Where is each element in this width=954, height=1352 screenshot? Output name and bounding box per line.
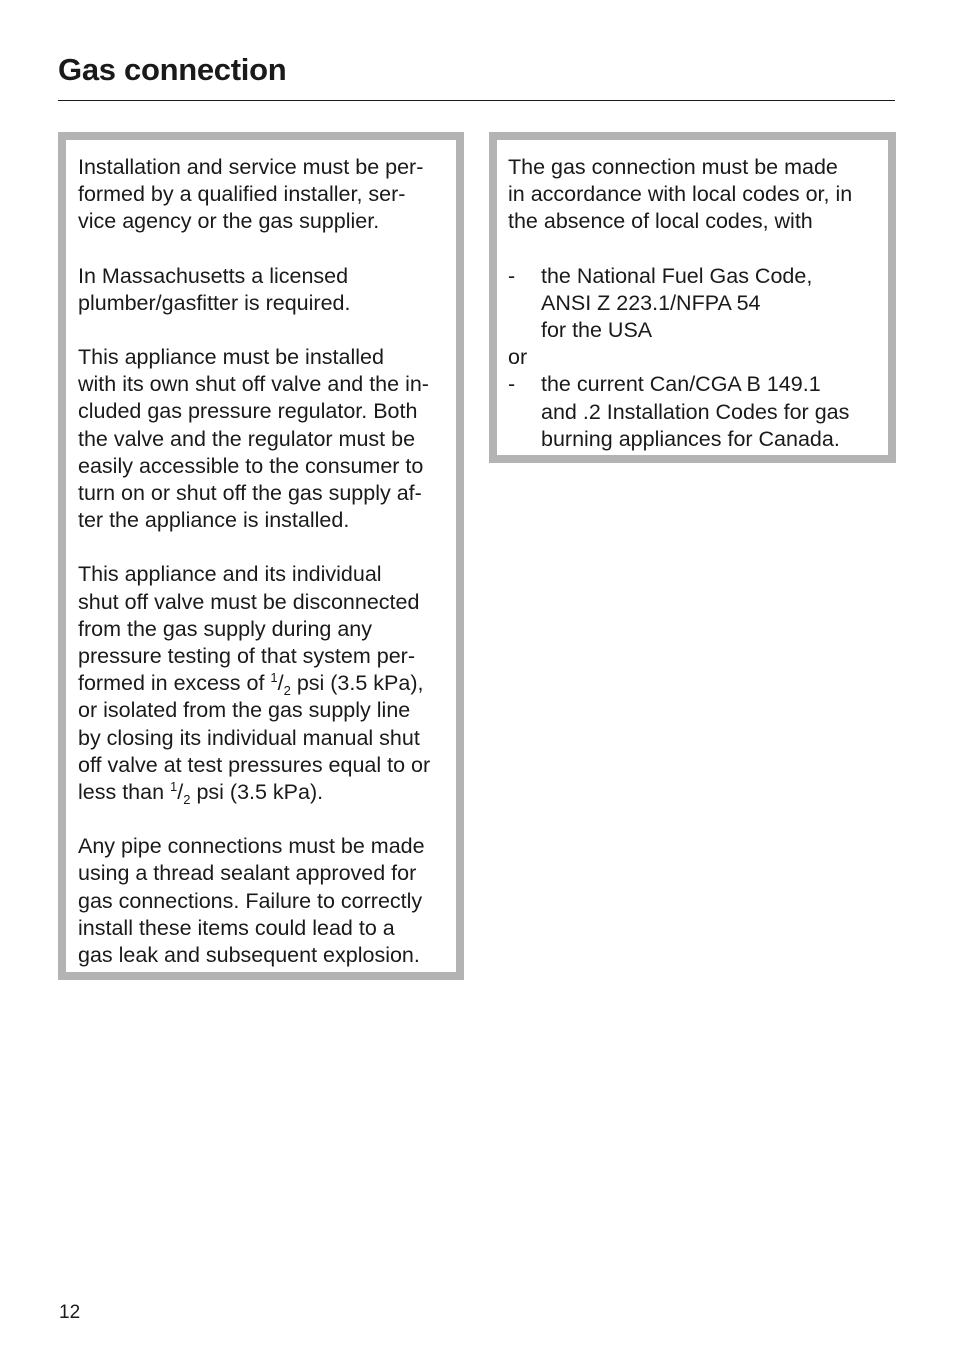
pressure-testing-text-3: psi (3.5 kPa). — [190, 780, 324, 805]
page-number: 12 — [59, 1302, 81, 1323]
pressure-testing-paragraph — [78, 561, 452, 806]
usa-code-text: the National Fuel Gas Code, ANSI Z 223.1/NFPA 54 for the USA — [541, 263, 813, 343]
massachusetts-paragraph: In Massachusetts a licensed plumber/gasfitter is required. — [78, 263, 351, 315]
fraction-slash: / — [177, 780, 184, 805]
canada-code-list-item — [508, 371, 884, 453]
fraction-numerator: 1 — [270, 670, 278, 686]
page-title: Gas connection — [58, 52, 287, 87]
usa-code-list-item — [508, 263, 884, 345]
pipe-connections-paragraph: Any pipe connections must be made using a thread sealant approved for gas connections. Failure to correctly install these items could lead to a gas leak and subsequent explosion. — [78, 834, 425, 968]
installation-requirements-box — [58, 132, 464, 980]
codes-box — [489, 132, 896, 463]
fraction-slash: / — [277, 671, 284, 696]
fraction-numerator: 1 — [170, 779, 178, 795]
codes-intro-paragraph: The gas connection must be made in accordance with local codes or, in the absence of local codes, with — [508, 155, 853, 234]
canada-code-text: the current Can/CGA B 149.1 and .2 Installation Codes for gas burning appliances for Canada. — [541, 372, 850, 451]
fraction-denominator: 2 — [183, 792, 191, 808]
fraction-denominator: 2 — [283, 683, 291, 699]
shut-off-valve-paragraph: This appliance must be installed with its own shut off valve and the in- cluded gas pressure regulator. Both the valve and the regulator must be easily accessible to the consumer to turn on or shut off the gas supply af- ter the appliance is installed. — [78, 345, 429, 533]
pressure-testing-text-1: This appliance and its individual shut off valve must be disconnected from the gas supply during any pressure testing of that system per- formed in excess of — [78, 562, 420, 696]
list-dash: - — [508, 263, 516, 288]
pressure-testing-text-2: psi (3.5 kPa), or isolated from the gas supply line by closing its individual manual shut off valve at test pressures equal to or less than — [78, 671, 431, 805]
qualified-installer-paragraph: Installation and service must be per- formed by a qualified installer, ser- vice agency or the gas supplier. — [78, 155, 424, 234]
list-dash: - — [508, 372, 516, 397]
or-text: or — [508, 345, 528, 370]
title-divider — [58, 100, 895, 101]
